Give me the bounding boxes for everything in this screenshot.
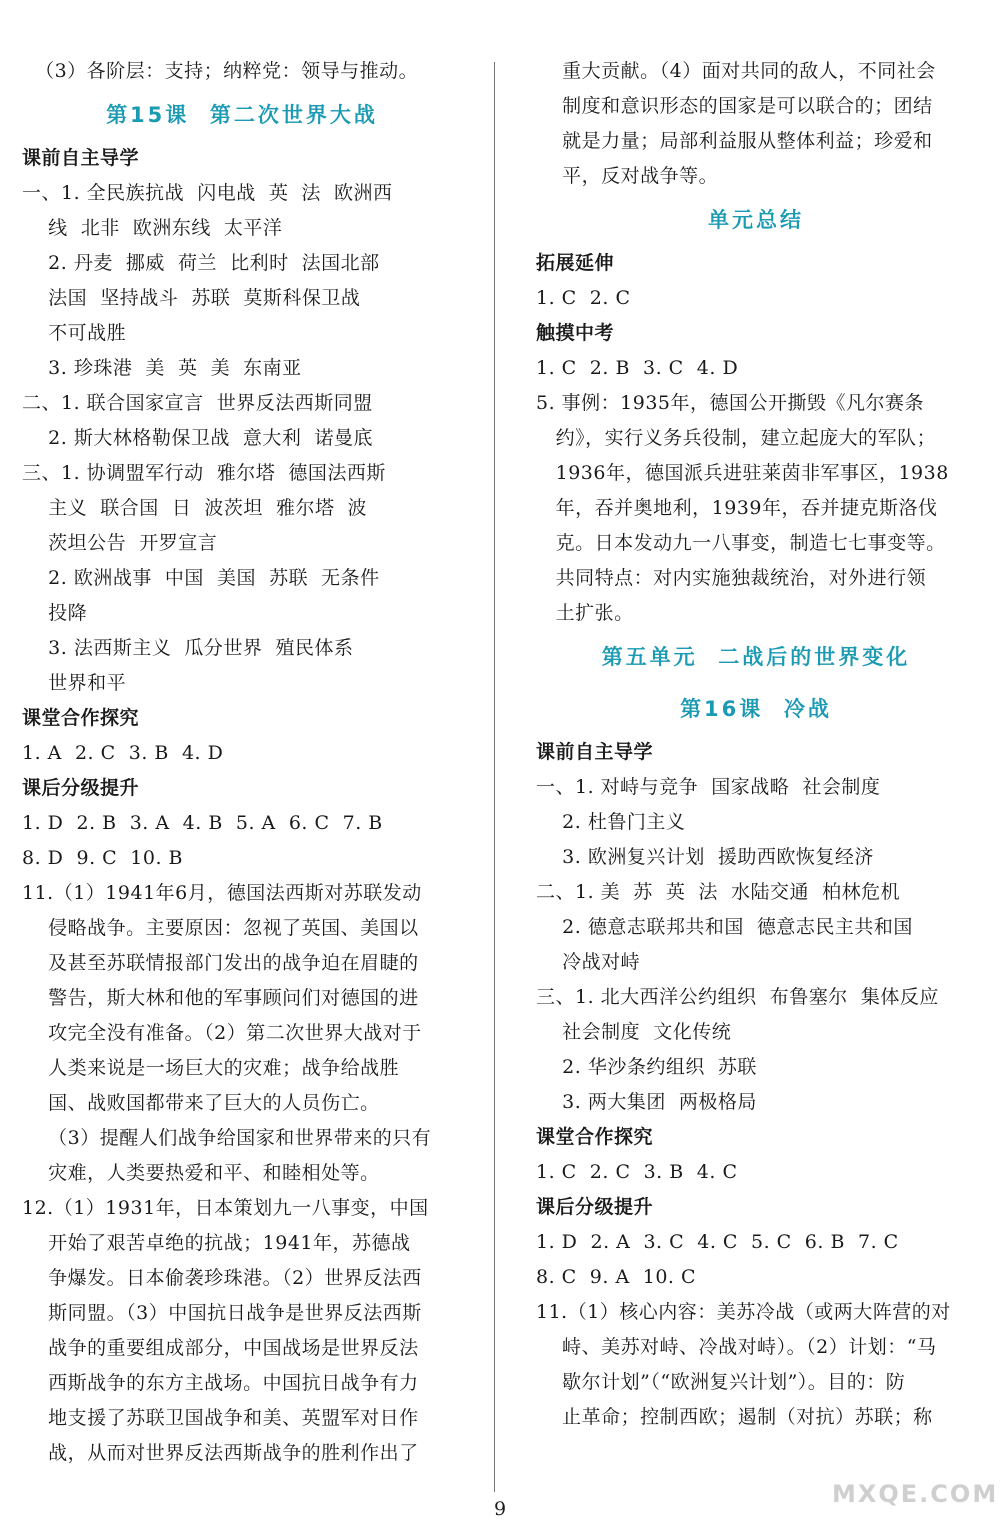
text-line: 地支援了苏联卫国战争和美、英盟军对日作 xyxy=(22,1407,419,1429)
text-line: 开始了艰苦卓绝的抗战；1941年，苏德战 xyxy=(22,1232,411,1254)
page-number: 9 xyxy=(493,1498,507,1520)
text-line: 共同特点：对内实施独裁统治，对外进行领 xyxy=(536,567,927,589)
text-line: 2. 斯大林格勒保卫战 意大利 诺曼底 xyxy=(22,427,373,449)
text-line: 争爆发。日本偷袭珍珠港。（2）世界反法西 xyxy=(22,1267,422,1289)
text-line: 8. D 9. C 10. B xyxy=(22,847,183,869)
text-line: 1. D 2. A 3. C 4. C 5. C 6. B 7. C xyxy=(536,1231,899,1253)
text-line: 二、1. 美 苏 英 法 水陆交通 柏林危机 xyxy=(536,881,901,903)
section-title: 单元总结 xyxy=(708,208,804,232)
text-line: 1. D 2. B 3. A 4. B 5. A 6. C 7. B xyxy=(22,812,383,834)
text-line: 三、1. 北大西洋公约组织 布鲁塞尔 集体反应 xyxy=(536,986,939,1008)
text-line: 不可战胜 xyxy=(22,322,127,344)
section-heading: 课前自主导学 xyxy=(22,147,140,169)
text-line: 侵略战争。主要原因：忽视了英国、美国以 xyxy=(22,917,419,939)
text-line: 土扩张。 xyxy=(536,602,634,624)
text-line: 茨坦公告 开罗宣言 xyxy=(22,532,218,554)
section-title: 第16课 冷战 xyxy=(680,697,832,721)
text-line: 及甚至苏联情报部门发出的战争迫在眉睫的 xyxy=(22,952,419,974)
text-line: 一、1. 对峙与竞争 国家战略 社会制度 xyxy=(536,776,881,798)
text-line: 重大贡献。（4）面对共同的敌人，不同社会 xyxy=(536,60,936,82)
section-title: 第五单元 二战后的世界变化 xyxy=(601,645,911,669)
text-line: 2. 杜鲁门主义 xyxy=(536,811,686,833)
text-line: 三、1. 协调盟军行动 雅尔塔 德国法西斯 xyxy=(22,462,386,484)
section-heading: 课后分级提升 xyxy=(536,1196,654,1218)
text-line: 攻完全没有准备。（2）第二次世界大战对于 xyxy=(22,1022,422,1044)
text-line: （3）提醒人们战争给国家和世界带来的只有 xyxy=(22,1127,432,1149)
text-line: 主义 联合国 日 波茨坦 雅尔塔 波 xyxy=(22,497,368,519)
text-line: 灾难，人类要热爱和平、和睦相处等。 xyxy=(22,1162,380,1184)
text-line: 线 北非 欧洲东线 太平洋 xyxy=(22,217,283,239)
text-line: 人类来说是一场巨大的灾难；战争给战胜 xyxy=(22,1057,400,1079)
text-line: 3. 珍珠港 美 英 美 东南亚 xyxy=(22,357,302,379)
text-line: 峙、美苏对峙、冷战对峙）。（2）计划：“马 xyxy=(536,1336,937,1358)
text-line: 止革命；控制西欧；遏制（对抗）苏联；称 xyxy=(536,1406,933,1428)
text-line: 平，反对战争等。 xyxy=(536,165,719,187)
text-line: 社会制度 文化传统 xyxy=(536,1021,732,1043)
text-line: 警告，斯大林和他的军事顾问们对德国的进 xyxy=(22,987,419,1009)
text-line: 投降 xyxy=(22,602,88,624)
text-line: 2. 丹麦 挪威 荷兰 比利时 法国北部 xyxy=(22,252,380,274)
text-line: 国、战败国都带来了巨大的人员伤亡。 xyxy=(22,1092,380,1114)
text-line: 战争的重要组成部分，中国战场是世界反法 xyxy=(22,1337,419,1359)
text-line: 11.（1）1941年6月，德国法西斯对苏联发动 xyxy=(22,882,422,904)
text-line: 2. 华沙条约组织 苏联 xyxy=(536,1056,757,1078)
text-line: 3. 欧洲复兴计划 援助西欧恢复经济 xyxy=(536,846,874,868)
text-line: 1. C 2. B 3. C 4. D xyxy=(536,357,739,379)
section-heading: 课前自主导学 xyxy=(536,741,654,763)
text-line: 二、1. 联合国家宣言 世界反法西斯同盟 xyxy=(22,392,373,414)
text-line: 2. 德意志联邦共和国 德意志民主共和国 xyxy=(536,916,913,938)
text-line: 制度和意识形态的国家是可以联合的；团结 xyxy=(536,95,933,117)
text-line: （3）各阶层：支持；纳粹党：领导与推动。 xyxy=(22,60,419,82)
column-divider xyxy=(494,62,495,1492)
text-line: 克。日本发动九一八事变，制造七七事变等。 xyxy=(536,532,946,554)
text-line: 战，从而对世界反法西斯战争的胜利作出了 xyxy=(22,1442,419,1464)
text-line: 12.（1）1931年，日本策划九一八事变，中国 xyxy=(22,1197,429,1219)
text-line: 法国 坚持战斗 苏联 莫斯科保卫战 xyxy=(22,287,361,309)
text-line: 约》，实行义务兵役制，建立起庞大的军队； xyxy=(536,427,937,449)
text-line: 世界和平 xyxy=(22,672,127,694)
text-line: 冷战对峙 xyxy=(536,951,641,973)
section-heading: 触摸中考 xyxy=(536,322,615,344)
text-line: 就是力量；局部利益服从整体利益；珍爱和 xyxy=(536,130,933,152)
section-title: 第15课 第二次世界大战 xyxy=(106,103,378,127)
section-heading: 拓展延伸 xyxy=(536,252,615,274)
text-line: 8. C 9. A 10. C xyxy=(536,1266,697,1288)
section-heading: 课堂合作探究 xyxy=(536,1126,654,1148)
watermark-logo: MXQE.COM xyxy=(832,1480,999,1508)
text-line: 2. 欧洲战事 中国 美国 苏联 无条件 xyxy=(22,567,380,589)
text-line: 1936年，德国派兵进驻莱茵非军事区，1938 xyxy=(536,462,949,484)
left-column xyxy=(22,54,462,1471)
text-line: 11.（1）核心内容：美苏冷战（或两大阵营的对 xyxy=(536,1301,951,1323)
text-line: 西斯战争的东方主战场。中国抗日战争有力 xyxy=(22,1372,419,1394)
text-line: 斯同盟。（3）中国抗日战争是世界反法西斯 xyxy=(22,1302,422,1324)
text-line: 3. 法西斯主义 瓜分世界 殖民体系 xyxy=(22,637,354,659)
text-line: 1. A 2. C 3. B 4. D xyxy=(22,742,224,764)
text-line: 1. C 2. C 3. B 4. C xyxy=(536,1161,738,1183)
text-line: 歇尔计划”（“欧洲复兴计划”）。目的：防 xyxy=(536,1371,906,1393)
text-line: 3. 两大集团 两极格局 xyxy=(536,1091,757,1113)
text-line: 一、1. 全民族抗战 闪电战 英 法 欧洲西 xyxy=(22,182,393,204)
text-line: 年，吞并奥地利，1939年，吞并捷克斯洛伐 xyxy=(536,497,938,519)
section-heading: 课后分级提升 xyxy=(22,777,140,799)
text-line: 5. 事例：1935年，德国公开撕毁《凡尔赛条 xyxy=(536,392,925,414)
right-column xyxy=(536,54,976,1435)
text-line: 1. C 2. C xyxy=(536,287,631,309)
section-heading: 课堂合作探究 xyxy=(22,707,140,729)
